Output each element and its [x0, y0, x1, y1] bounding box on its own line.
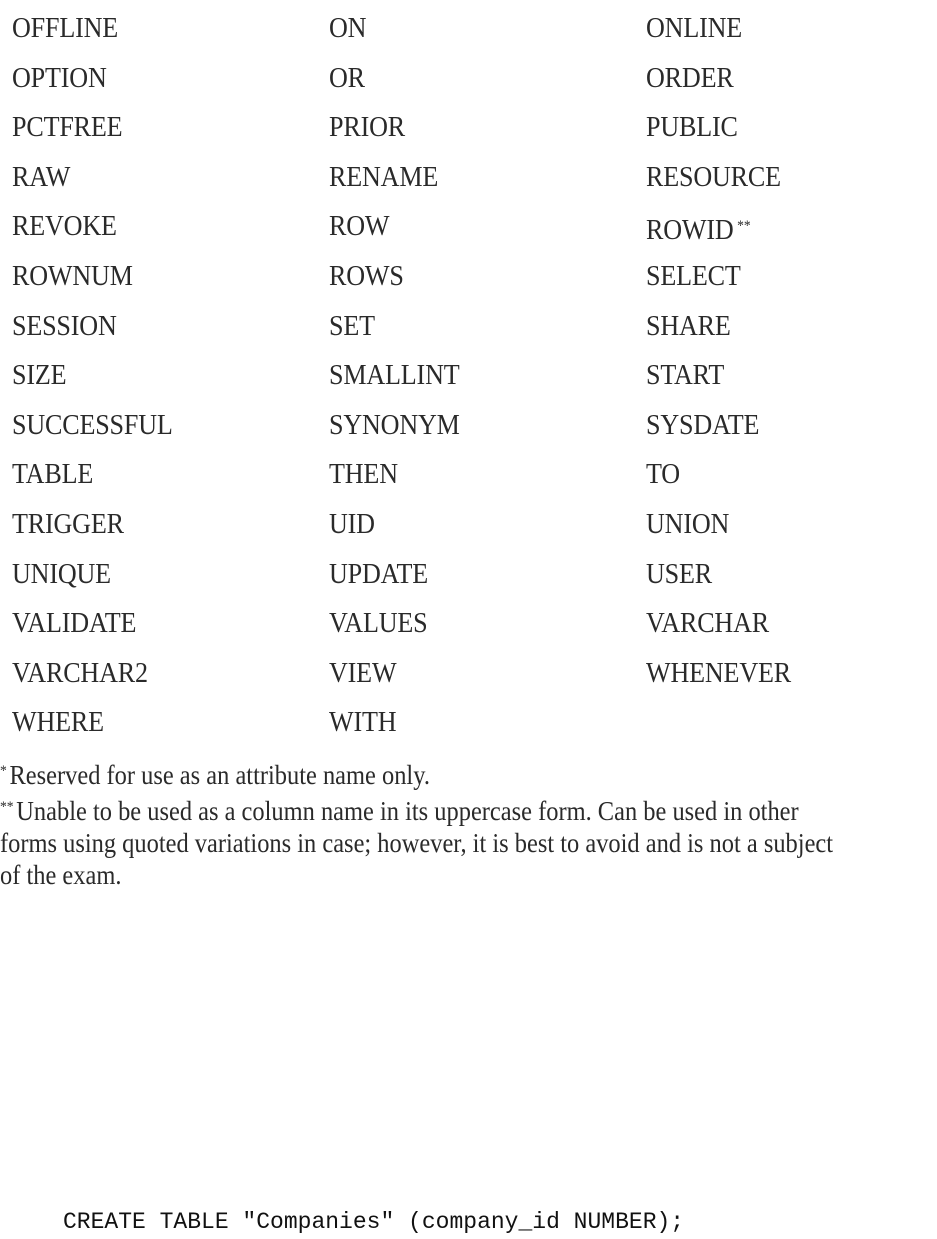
keyword-cell: UPDATE	[329, 557, 428, 590]
keyword-cell: RESOURCE	[646, 160, 781, 193]
keyword-cell: VALIDATE	[12, 607, 137, 640]
keyword-cell: RAW	[12, 160, 71, 193]
table-row	[12, 700, 932, 750]
keyword-cell: SMALLINT	[329, 359, 460, 392]
table-row	[12, 502, 932, 552]
keyword-cell: SYNONYM	[329, 408, 460, 441]
keyword-cell: REVOKE	[12, 210, 117, 243]
keyword-cell: OR	[329, 61, 365, 94]
keyword-cell: VALUES	[329, 607, 428, 640]
footnote-marker: **	[0, 799, 14, 815]
keyword-text: ROWID	[646, 214, 734, 247]
table-row	[12, 353, 932, 403]
footnote-continuation: forms using quoted variations in case; however, it is best to avoid and is not a subject	[0, 828, 834, 858]
keyword-cell: OFFLINE	[12, 12, 119, 44]
keyword-cell: ROW	[329, 210, 390, 243]
keyword-cell: SYSDATE	[646, 408, 760, 441]
keyword-cell: SET	[329, 309, 375, 342]
footnotes	[0, 755, 937, 891]
keyword-cell: TABLE	[12, 458, 94, 491]
footnote-text: Unable to be used as a column name in its uppercase form. Can be used in other	[16, 796, 799, 826]
reserved-words-table	[12, 6, 932, 750]
keyword-cell: SIZE	[12, 359, 67, 392]
footnote-attribute-only	[0, 755, 848, 791]
keyword-cell: VARCHAR2	[12, 656, 148, 689]
table-row	[12, 254, 932, 304]
footnote-text: Reserved for use as an attribute name only.	[9, 760, 430, 790]
keyword-cell: ORDER	[646, 61, 734, 94]
table-row	[12, 452, 932, 502]
keyword-cell-rowid	[646, 204, 751, 252]
sql-code-line: CREATE TABLE "Companies" (company_id NUMBER);	[63, 1209, 685, 1235]
keyword-cell: USER	[646, 557, 713, 590]
footnote-marker: *	[0, 763, 7, 779]
keyword-cell: ONLINE	[646, 12, 743, 44]
keyword-cell: UID	[329, 507, 375, 540]
keyword-cell: TRIGGER	[12, 507, 124, 540]
table-row	[12, 552, 932, 602]
table-row	[12, 56, 932, 106]
footnote-continuation: of the exam.	[0, 860, 122, 890]
keyword-cell: PUBLIC	[646, 111, 738, 144]
table-row	[12, 6, 932, 56]
keyword-cell: SELECT	[646, 259, 741, 292]
keyword-cell: SESSION	[12, 309, 117, 342]
keyword-cell: SHARE	[646, 309, 731, 342]
keyword-cell: PRIOR	[329, 111, 405, 144]
table-row	[12, 304, 932, 354]
keyword-cell: OPTION	[12, 61, 107, 94]
keyword-cell: ROWNUM	[12, 259, 133, 292]
keyword-cell: VIEW	[329, 656, 397, 689]
table-row	[12, 601, 932, 651]
keyword-cell: TO	[646, 458, 680, 491]
keyword-cell: PCTFREE	[12, 111, 123, 144]
keyword-cell: SUCCESSFUL	[12, 408, 173, 441]
keyword-cell: ROWS	[329, 259, 404, 292]
keyword-cell: START	[646, 359, 725, 392]
keyword-cell: UNIQUE	[12, 557, 111, 590]
footnote-uppercase-form	[0, 791, 848, 827]
keyword-cell: THEN	[329, 458, 398, 491]
keyword-cell: UNION	[646, 507, 730, 540]
keyword-cell: WHENEVER	[646, 656, 791, 689]
table-row	[12, 204, 932, 254]
table-row	[12, 403, 932, 453]
table-row	[12, 155, 932, 205]
footnote-marker: **	[737, 218, 751, 235]
table-row	[12, 651, 932, 701]
keyword-cell: WHERE	[12, 706, 104, 739]
keyword-cell: RENAME	[329, 160, 439, 193]
table-row	[12, 105, 932, 155]
keyword-cell: WITH	[329, 706, 397, 739]
keyword-cell: ON	[329, 12, 367, 44]
keyword-cell: VARCHAR	[646, 607, 770, 640]
